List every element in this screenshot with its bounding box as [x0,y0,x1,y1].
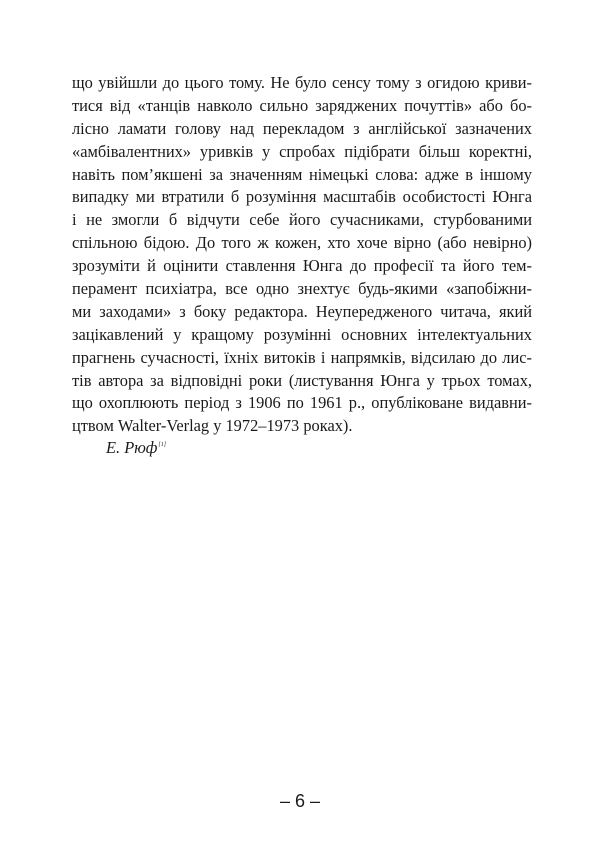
body-line: що охоплюють період з 1906 по 1961 р., опубліковане видавни- [72,393,532,413]
body-line: спільною бідою. До того ж кожен, хто хоче вірно (або невірно) [72,233,532,253]
body-text [72,72,532,438]
footnote-marker[interactable]: [1] [158,442,167,448]
page-number: – 6 – [279,791,321,811]
body-line: «амбівалентних» уривків у спробах підібрати більш коректні, [72,141,532,161]
body-line: прагнень сучасності, їхніх витоків і напрямків, відсилаю до лис- [72,347,532,367]
body-line: навіть пом’якшені за значенням німецькі слова: адже в іншому [72,164,532,184]
body-line: цтвом Walter-Verlag у 1972–1973 роках). [72,416,353,436]
body-line: ми заходами» з боку редактора. Неупередженого читача, який [72,301,532,321]
body-line: тися від «танців навколо сильно заряджених почуттів» або бо- [72,95,532,115]
body-line: що увійшли до цього тому. Не було сенсу тому з огидою криви- [72,73,532,92]
signature-name: Е. Рюф [106,438,158,457]
body-line: і не змогли б відчути себе його сучасниками, стурбованими [72,210,532,230]
body-line: випадку ми втратили б розуміння масштабів особистості Юнга [72,187,532,207]
author-signature [106,438,166,458]
body-line: лісно ламати голову над перекладом з англійської зазначених [72,118,532,138]
body-line: перамент психіатра, все одно знехтує будь-якими «запобіжни- [72,279,532,299]
body-line: тів автора за відповідні роки (листування Юнга у трьох томах, [72,370,532,390]
body-line: зрозуміти й оцінити ставлення Юнга до професії та його тем- [72,256,532,276]
body-line: зацікавлений у кращому розумінні основних інтелектуальних [72,324,532,344]
